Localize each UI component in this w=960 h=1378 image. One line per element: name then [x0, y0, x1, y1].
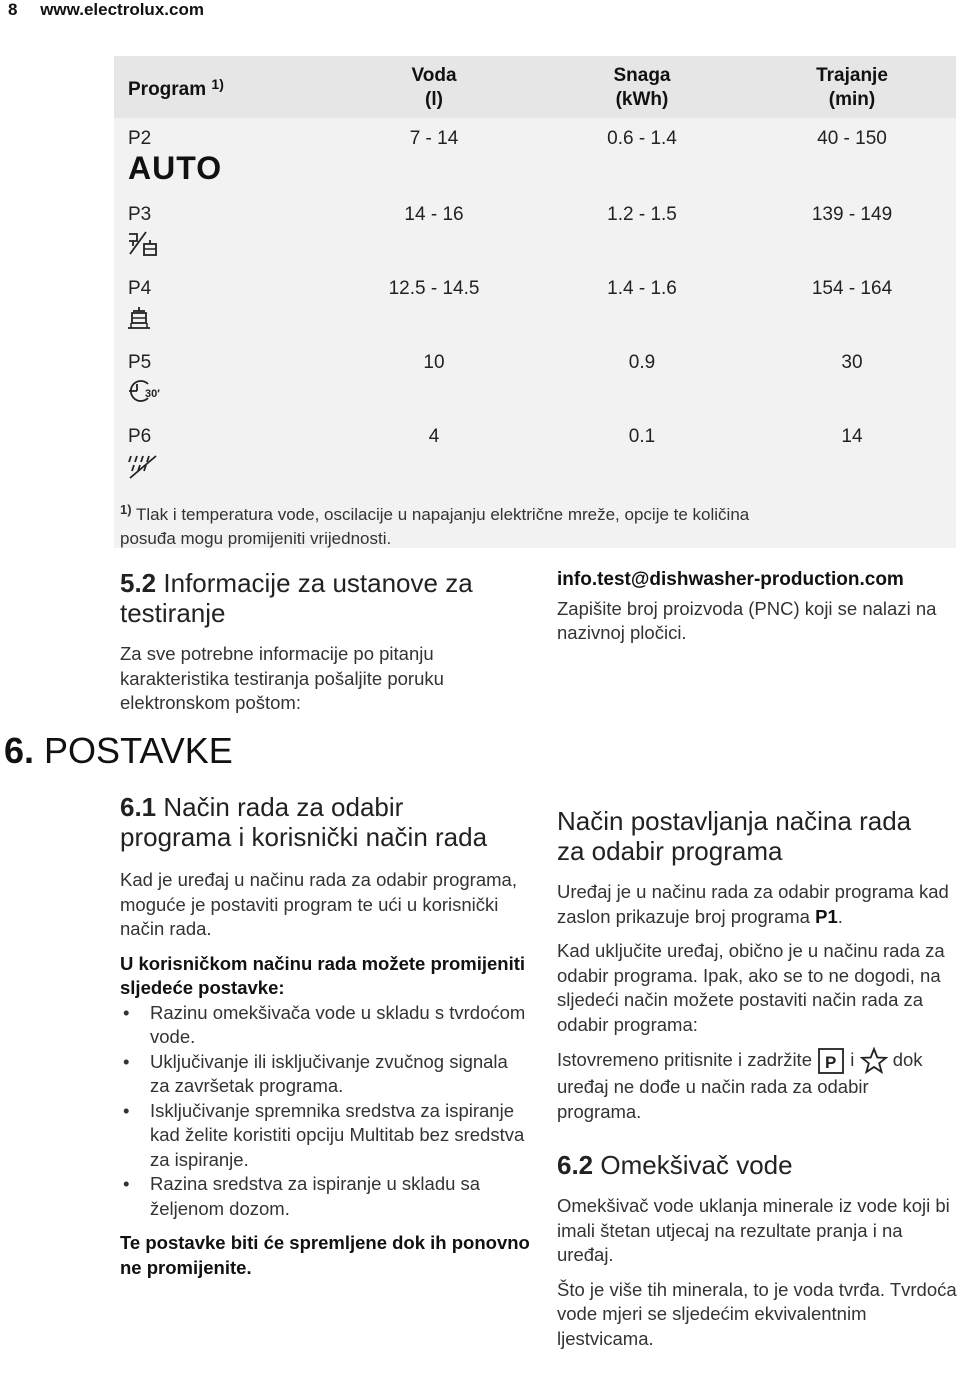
contact-email: info.test@dishwasher-production.com: [557, 569, 904, 590]
pots-icon: [126, 304, 156, 334]
header-energy-label: Snaga: [613, 65, 671, 86]
p3-end: dok uređaj ne dođe u način rada za odabir programa.: [557, 1048, 923, 1122]
section-6-1: [120, 792, 532, 1280]
chapter-heading: [4, 730, 233, 772]
water-value: 12.5 - 14.5: [388, 278, 480, 299]
header-program-footnote: 1): [211, 76, 224, 92]
chapter-number: 6.: [4, 730, 35, 771]
page-number: 8: [8, 0, 18, 19]
header-energy-unit: (kWh): [615, 89, 669, 110]
svg-text:P: P: [825, 1053, 837, 1072]
program-p1-label: P1: [815, 905, 838, 927]
section-5-2-body: Za sve potrebne informacije po pitanju karakteristika testiranja pošaljite poruku elektronskom poštom:: [120, 643, 444, 713]
section-6-2-p1: Omekšivač vode uklanja minerale iz vode koji bi imali štetan utjecaj na rezultate pranja i na uređaj.: [557, 1195, 950, 1265]
program-table: [114, 56, 956, 548]
website-url: www.electrolux.com: [40, 0, 204, 19]
p3-and: i: [850, 1048, 855, 1070]
header-energy: [572, 64, 712, 112]
heading-line-1: Način postavljanja načina rada: [557, 806, 912, 836]
program-mode-p1: [557, 880, 957, 929]
header-duration-label: Trajanje: [816, 65, 888, 86]
water-value: 4: [428, 426, 440, 447]
energy-value: 0.6 - 1.4: [607, 128, 677, 149]
header-duration-unit: (min): [828, 89, 876, 110]
program-name: P5: [128, 352, 152, 373]
section-6-2-p2: Što je više tih minerala, to je voda tvrđa. Tvrdoća vode mjeri se sljedećim ekvivalentnim ljestvicama.: [557, 1278, 957, 1349]
duration-value: 154 - 164: [811, 278, 893, 299]
section-program-mode: [557, 806, 957, 1351]
section-5-2: [120, 568, 530, 716]
energy-value: 1.4 - 1.6: [607, 278, 677, 299]
section-number: 6.2: [557, 1150, 594, 1180]
section-5-2-heading: [120, 568, 530, 628]
settings-list-intro: U korisničkom načinu rada možete promijeniti sljedeće postavke:: [120, 952, 526, 998]
table-row: [114, 350, 956, 424]
section-number: 5.2: [120, 568, 157, 598]
clock-30-icon: [126, 376, 166, 406]
section-title-line-1: Informacije za ustanove za: [163, 568, 473, 598]
auto-label: AUTO: [128, 150, 223, 186]
p1-end: .: [837, 905, 843, 927]
star-option-icon: [860, 1047, 888, 1075]
heading-line-2: za odabir programa: [557, 836, 783, 866]
section-title-line-2: testiranje: [120, 598, 226, 628]
duration-value: 40 - 150: [817, 128, 887, 149]
program-name: P4: [128, 278, 152, 299]
footnote-line-1: Tlak i temperatura vode, oscilacije u napajanju električne mreže, opcije te količina: [135, 505, 750, 524]
list-item: • Isključivanje spremnika sredstva za ispiranje kad želite koristiti opciju Multitab bez sredstva za ispiranje.: [120, 1099, 532, 1173]
rinse-icon: [126, 450, 166, 482]
half-load-icon: [126, 230, 160, 258]
duration-value: 139 - 149: [811, 204, 893, 225]
table-row: [114, 276, 956, 350]
energy-value: 1.2 - 1.5: [607, 204, 677, 225]
energy-value: 0.9: [628, 352, 656, 373]
header-duration: [782, 64, 922, 112]
pnc-note: Zapišite broj proizvoda (PNC) koji se nalazi na nazivnoj pločici.: [557, 597, 937, 643]
list-item: • Razina sredstva za ispiranje u skladu sa željenom dozom.: [120, 1172, 532, 1221]
footnote-mark: 1): [120, 502, 132, 517]
program-mode-p2: Kad uključite uređaj, obično je u načinu rada za odabir programa. Ipak, ako se to ne dogodi, na sljedeći način možete postaviti način rada za odabir programa:: [557, 940, 945, 1035]
section-6-2-heading: [557, 1150, 957, 1180]
chapter-title: POSTAVKE: [44, 730, 233, 771]
program-button-icon: [817, 1047, 845, 1075]
settings-list: [120, 1001, 532, 1222]
program-name: P2: [128, 128, 152, 149]
section-title-line-2: programa i korisnički način rada: [120, 822, 488, 852]
water-value: 10: [423, 352, 445, 373]
table-footnote: [120, 498, 950, 551]
header-water-label: Voda: [411, 65, 457, 86]
program-mode-p3: [557, 1047, 957, 1124]
section-title: Omekšivač vode: [600, 1150, 793, 1180]
table-row: [114, 424, 956, 498]
p1-text: Uređaj je u načinu rada za odabir programa kad zaslon prikazuje broj programa: [557, 881, 949, 927]
p3-text: Istovremeno pritisnite i zadržite: [557, 1048, 812, 1070]
header-program: [128, 72, 224, 102]
section-number: 6.1: [120, 792, 157, 822]
footnote-line-2: posuđa mogu promijeniti vrijednosti.: [120, 529, 392, 548]
header-water: [364, 64, 504, 112]
program-name: P6: [128, 426, 152, 447]
table-row: [114, 126, 956, 200]
svg-text:30′: 30′: [145, 388, 160, 400]
energy-value: 0.1: [628, 426, 656, 447]
section-6-1-heading: [120, 792, 532, 852]
list-item: • Uključivanje ili isključivanje zvučnog signala za završetak programa.: [120, 1050, 532, 1099]
duration-value: 14: [841, 426, 863, 447]
settings-closing: Te postavke biti će spremljene dok ih ponovno ne promijenite.: [120, 1232, 530, 1278]
header-program-label: Program: [128, 79, 207, 100]
water-value: 14 - 16: [404, 204, 464, 225]
program-mode-heading: [557, 806, 957, 866]
program-name: P3: [128, 204, 152, 225]
section-5-2-contact: [557, 568, 957, 646]
section-6-1-intro: Kad je uređaj u načinu rada za odabir programa, moguće je postaviti program te ući u korisnički način rada.: [120, 869, 517, 939]
page-header: [8, 0, 204, 20]
duration-value: 30: [841, 352, 863, 373]
water-value: 7 - 14: [409, 128, 459, 149]
table-row: [114, 202, 956, 276]
section-title-line-1: Način rada za odabir: [163, 792, 404, 822]
list-item: • Razinu omekšivača vode u skladu s tvrdoćom vode.: [120, 1001, 532, 1050]
header-water-unit: (l): [425, 89, 443, 110]
